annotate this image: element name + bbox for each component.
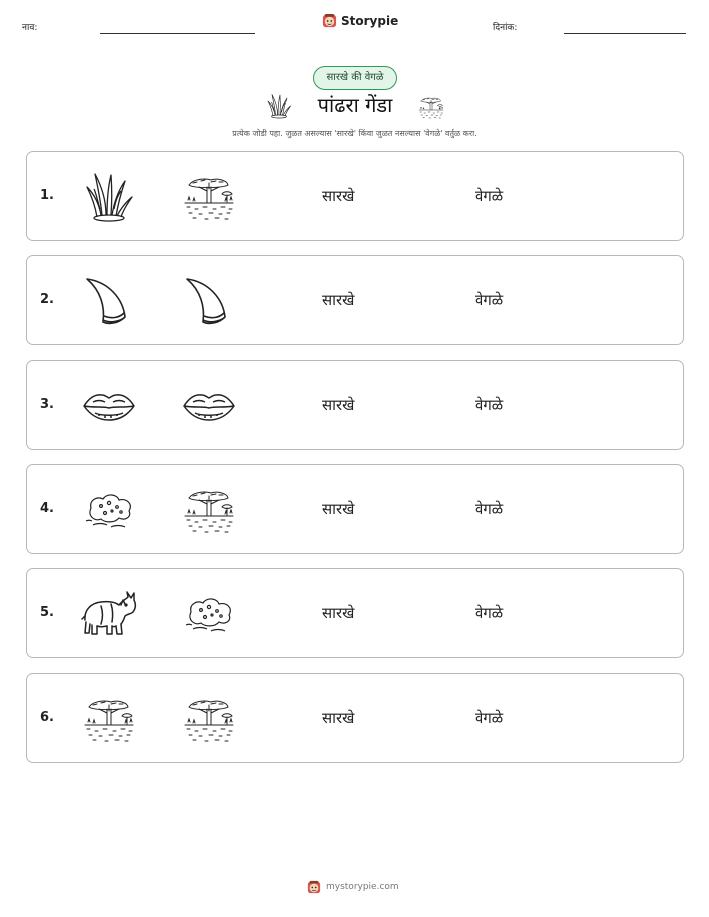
same-option[interactable]: सारखे (322, 187, 355, 205)
question-row (26, 673, 684, 763)
mud-icon (81, 482, 137, 538)
savanna-icon (181, 691, 237, 747)
rhino-icon (81, 586, 137, 642)
brand-name: Storypie (341, 13, 399, 28)
question-row (26, 255, 684, 345)
grass-icon (265, 92, 293, 120)
savanna-icon (81, 691, 137, 747)
same-option[interactable]: सारखे (322, 604, 355, 623)
different-option[interactable]: वेगळे (475, 187, 504, 205)
question-row (26, 568, 684, 658)
different-option[interactable]: वेगळे (475, 395, 504, 414)
lips-icon (181, 378, 237, 434)
question-row (26, 360, 684, 450)
question-number: 4. (40, 500, 54, 516)
horn-icon (81, 273, 137, 329)
page-title: पांढरा गेंडा (317, 93, 393, 117)
savanna-icon (417, 93, 445, 121)
same-option[interactable]: सारखे (322, 291, 355, 310)
question-number: 2. (40, 292, 54, 308)
different-option[interactable]: वेगळे (475, 708, 504, 727)
footer-url[interactable]: mystorypie.com (326, 882, 399, 892)
storypie-logo-icon (307, 880, 321, 894)
lips-icon (81, 378, 137, 434)
same-option[interactable]: सारखे (322, 499, 355, 518)
date-line[interactable] (564, 33, 686, 34)
question-row (26, 151, 684, 241)
date-label: दिनांक: (493, 23, 518, 33)
question-row (26, 464, 684, 554)
savanna-icon (181, 169, 237, 225)
question-number: 3. (40, 396, 54, 412)
grass-icon (81, 169, 137, 225)
different-option[interactable]: वेगळे (475, 499, 504, 518)
same-option[interactable]: सारखे (322, 395, 355, 414)
savanna-icon (181, 482, 237, 538)
footer (307, 880, 399, 894)
mud-icon (181, 586, 237, 642)
same-option[interactable]: सारखे (322, 708, 355, 727)
activity-badge: सारखे की वेगळे (313, 66, 397, 90)
different-option[interactable]: वेगळे (475, 604, 504, 623)
name-label: नाव: (22, 23, 38, 33)
horn-icon (181, 273, 237, 329)
different-option[interactable]: वेगळे (475, 291, 504, 310)
storypie-logo-icon (322, 13, 337, 28)
question-number: 5. (40, 605, 54, 621)
question-number: 1. (40, 188, 54, 203)
question-number: 6. (40, 709, 54, 725)
instructions: प्रत्येक जोडी पहा. जुळत असल्यास 'सारखे' किंवा जुळत नसल्यास 'वेगळे' वर्तुळ करा. (232, 129, 477, 138)
brand-logo (322, 13, 398, 28)
name-line[interactable] (100, 33, 255, 34)
